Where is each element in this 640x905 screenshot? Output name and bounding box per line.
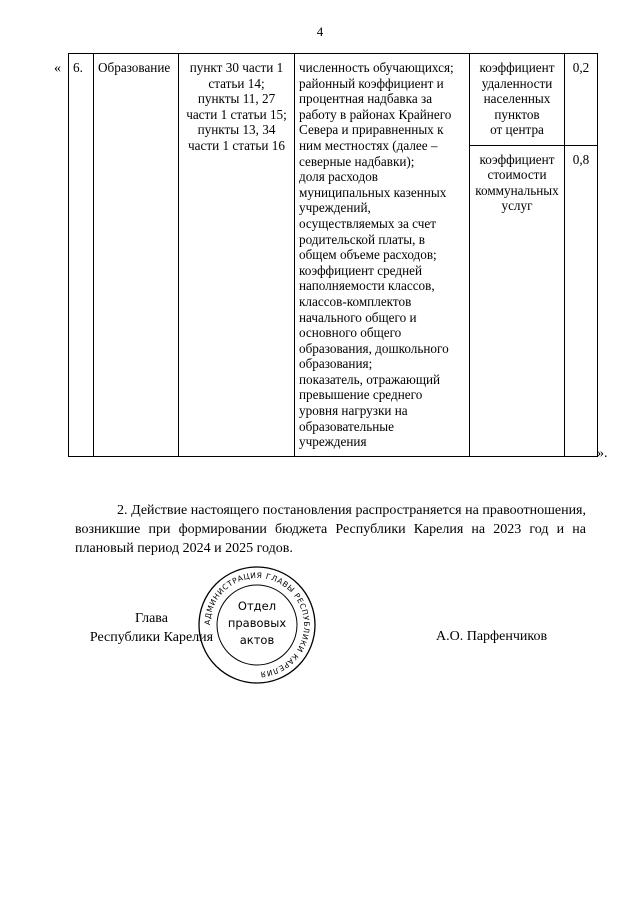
position-line: Глава <box>135 611 168 626</box>
indicator-line: Севера и приравненных к <box>299 122 444 138</box>
coefficient-line: населенных <box>483 91 551 107</box>
indicator-line: начального общего и <box>299 309 417 325</box>
opening-quote: « <box>54 61 61 76</box>
stamp-seal <box>196 564 318 686</box>
indicator-line: районный коэффициент и <box>299 75 444 91</box>
indicator-line: превышение среднего <box>299 387 423 403</box>
coefficient-line: удаленности <box>481 75 553 91</box>
indicator-line: основного общего <box>299 325 402 341</box>
indicator-line: родительской платы, в <box>299 231 425 247</box>
legal-point-line: пункты 13, 34 <box>197 122 276 138</box>
legal-point-line: части 1 статьи 15; <box>186 106 287 122</box>
coefficient-line: пунктов <box>494 106 540 122</box>
page-number: 4 <box>316 24 324 39</box>
coefficient-line: от центра <box>490 122 544 138</box>
indicator-line: муниципальных казенных <box>299 184 447 200</box>
legal-point-line: пункты 11, 27 <box>197 91 276 107</box>
indicator-line: северные надбавки); <box>299 153 415 169</box>
coefficient-line: коэффициент <box>479 60 555 75</box>
legal-point-line: статьи 14; <box>208 75 265 91</box>
stamp-center-line: актов <box>239 633 275 647</box>
indicator-line: уровня нагрузки на <box>299 403 408 419</box>
indicator-line: коэффициент средней <box>299 262 423 278</box>
indicator-line: доля расходов <box>299 169 379 185</box>
indicator-line: работу в районах Крайнего <box>299 106 452 122</box>
legal-points <box>179 54 295 457</box>
indicator-line: классов-комплектов <box>299 293 412 309</box>
indicator-line: показатель, отражающий <box>299 371 441 387</box>
position-line: Республики Карелия <box>89 630 214 645</box>
indicator-line: ним местностях (далее – <box>299 137 438 153</box>
closing-quote: ». <box>597 446 608 461</box>
stamp-center-line: правовых <box>227 616 287 630</box>
table-row <box>69 54 598 146</box>
legal-point-line: пункт 30 части 1 <box>189 60 284 75</box>
indicator-line: образовательные <box>299 418 395 434</box>
allocation-table <box>68 53 598 457</box>
indicator-line: образования, дошкольного <box>299 340 449 356</box>
stamp-center-line: Отдел <box>237 599 277 613</box>
legal-point-line: части 1 статьи 16 <box>188 137 285 153</box>
indicator-line: учреждения <box>299 434 367 450</box>
sector-name: Образование <box>94 54 179 457</box>
coefficient-value: 0,8 <box>565 145 598 456</box>
indicators-list <box>295 54 470 457</box>
indicator-line: осуществляемых за счет <box>299 215 436 231</box>
row-number: 6. <box>69 54 94 457</box>
coefficient-line: коэффициент <box>479 151 555 167</box>
coefficient-line: услуг <box>501 198 533 214</box>
indicator-line: наполняемости классов, <box>299 278 435 294</box>
coefficient-utilities <box>470 145 565 456</box>
indicator-line: общем объеме расходов; <box>299 247 437 263</box>
effective-clause: 2. Действие настоящего постановления распространяется на правоотношения, возникшие при формировании бюджета Республики Карелия на 2023 год и на плановый период 2024 и 2025 годов. <box>75 503 586 556</box>
coefficient-value: 0,2 <box>565 54 598 146</box>
coefficient-line: коммунальных <box>475 182 559 198</box>
stamp-ring-text: АДМИНИСТРАЦИЯ ГЛАВЫ РЕСПУБЛИКИ КАРЕЛИЯ <box>202 570 312 679</box>
indicator-line: учреждений, <box>299 200 371 216</box>
indicator-line: процентная надбавка за <box>299 91 433 107</box>
indicator-line: образования; <box>299 356 373 372</box>
coefficient-line: стоимости <box>487 167 547 183</box>
signatory-name: А.О. Парфенчиков <box>436 629 548 644</box>
coefficient-remoteness <box>470 54 565 146</box>
indicator-line: численность обучающихся; <box>299 60 454 75</box>
